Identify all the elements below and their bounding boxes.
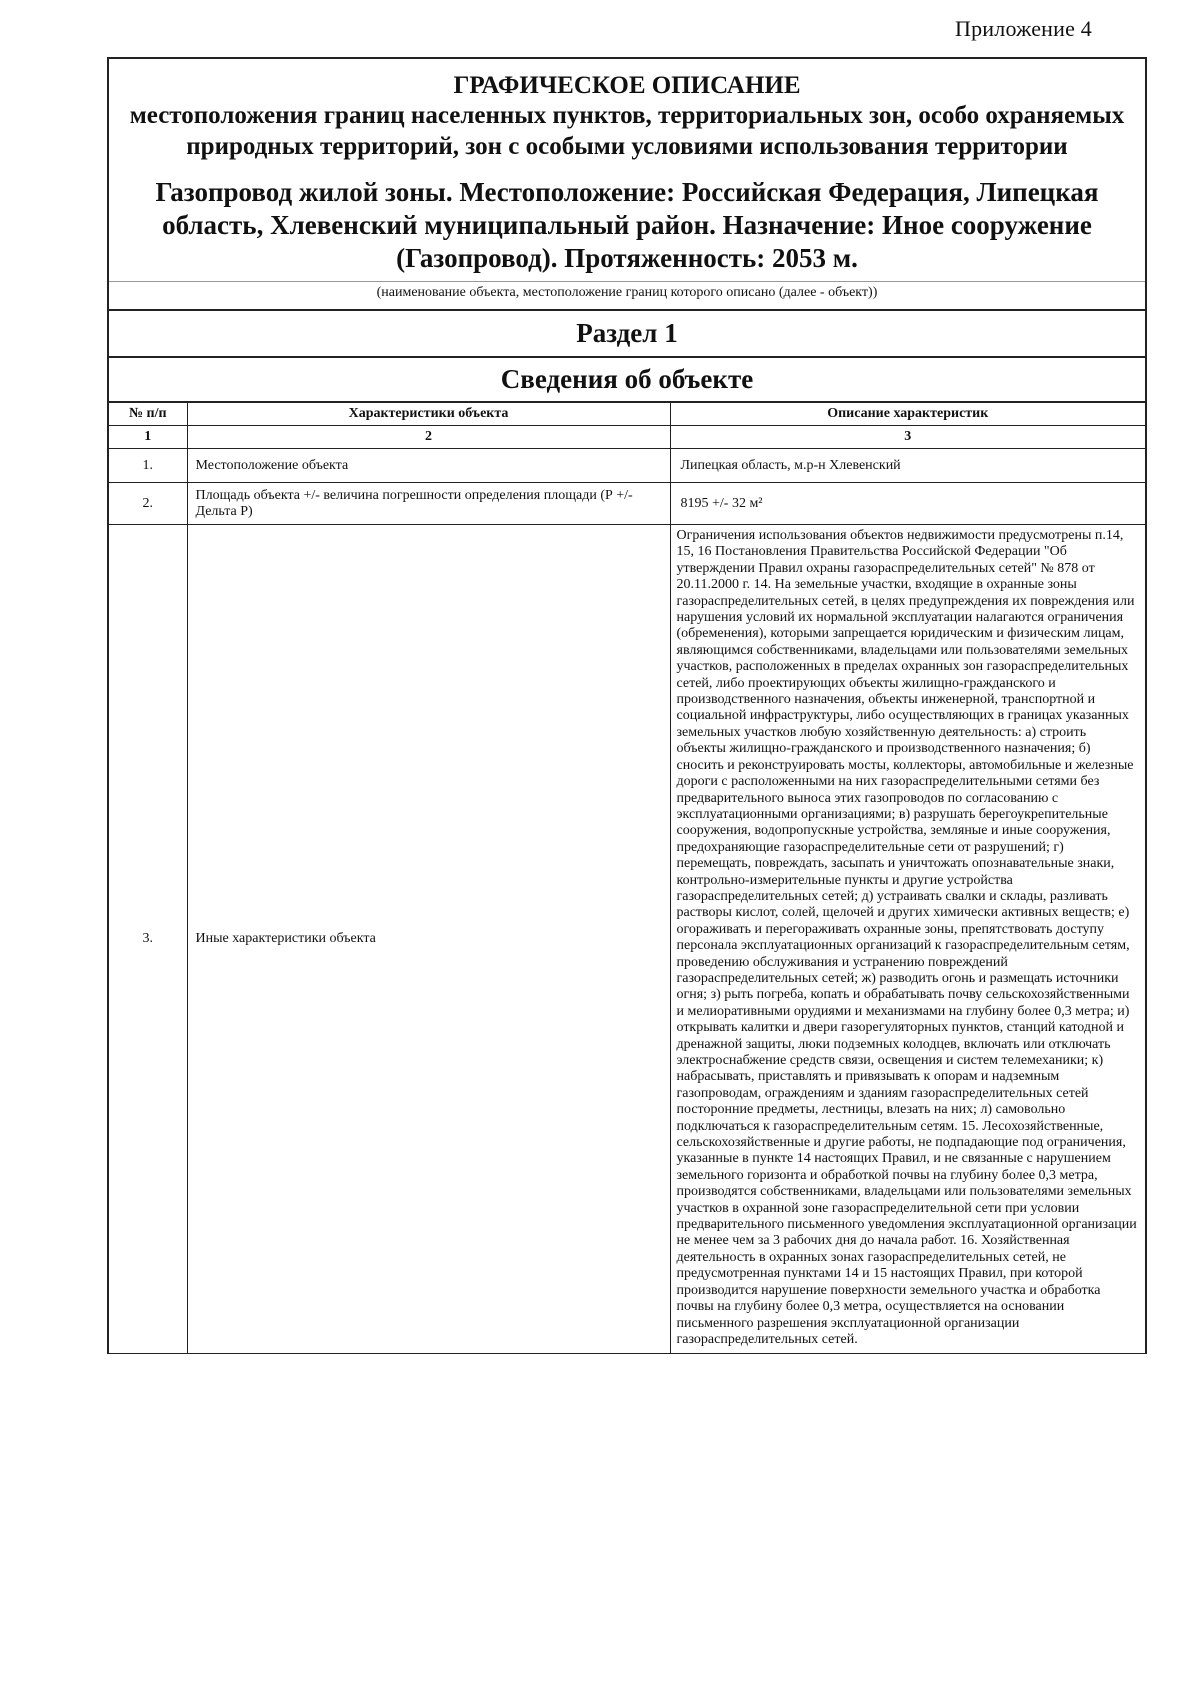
row-description: 8195 +/- 32 м² bbox=[670, 483, 1145, 525]
table-column-numbers-row bbox=[109, 426, 1145, 449]
document-title: ГРАФИЧЕСКОЕ ОПИСАНИЕ bbox=[453, 72, 801, 99]
column-number-1: 1 bbox=[109, 426, 187, 449]
row-number: 1. bbox=[109, 449, 187, 483]
row-characteristic: Площадь объекта +/- величина погрешности определения площади (Р +/- Дельта Р) bbox=[187, 483, 670, 525]
row-characteristic: Местоположение объекта bbox=[187, 449, 670, 483]
row-description: Липецкая область, м.р-н Хлевенский bbox=[670, 449, 1145, 483]
column-header-characteristic: Характеристики объекта bbox=[187, 402, 670, 426]
column-header-number: № п/п bbox=[109, 402, 187, 426]
row-description: Ограничения использования объектов недвижимости предусмотрены п.14, 15, 16 Постановления Правительства Российской Федерации "Об утверждении Правил охраны газораспределительных сетей" № 878 от 20.11.2000 г. 14. На земельные участки, входящие в охранные зоны газораспределительных сетей, в целях предупреждения их повреждения или нарушения условий их нормальной эксплуатации налагаются ограничения (обременения), которыми запрещается юридическим и физическим лицам, являющимся собственниками, владельцами или пользователями земельных участков, расположенных в пределах охранных зон газораспределительных сетей, либо проектирующих объекты жилищно-гражданского и производственного назначения, объекты инженерной, транспортной и социальной инфраструктуры, либо осуществляющих в границах указанных земельных участков любую хозяйственную деятельность: а) строить объекты жилищно-гражданского и производственного назначения; б) сносить и реконструировать мосты, коллекторы, автомобильные и железные дороги с расположенными на них газораспределительными сетями без предварительного выноса этих газопроводов по согласованию с эксплуатационными организациями; в) разрушать берегоукрепительные сооружения, водопропускные устройства, земляные и иные сооружения, предохраняющие газораспределительные сети от разрушений; г) перемещать, повреждать, засыпать и уничтожать опознавательные знаки, контрольно-измерительные пункты и другие устройства газораспределительных сетей; д) устраивать свалки и склады, разливать растворы кислот, солей, щелочей и других химически активных веществ; е) огораживать и перегораживать охранные зоны, препятствовать доступу персонала эксплуатационных организаций к газораспределительным сетям, проведению обслуживания и устранению повреждений газораспределительных сетей; ж) разводить огонь и размещать источники огня; з) рыть погреба, копать и обрабатывать почву сельскохозяйственными и мелиоративными орудиями и механизмами на глубину более 0,3 метра; и) открывать калитки и двери газорегуляторных пунктов, станций катодной и дренажной защиты, люки подземных колодцев, включать или отключать электроснабжение средств связи, освещения и систем телемеханики; к) набрасывать, приставлять и привязывать к опорам и надземным газопроводам, ограждениям и зданиям газораспределительных сетей посторонние предметы, лестницы, влезать на них; л) самовольно подключаться к газораспределительным сетям. 15. Лесохозяйственные, сельскохозяйственные и другие работы, не подпадающие под ограничения, указанные в пункте 14 настоящих Правил, и не связанные с нарушением земельного горизонта и обработкой почвы на глубину более 0,3 метра, производятся собственниками, владельцами или пользователями земельных участков в охранной зоне газораспределительной сети при условии предварительного письменного уведомления эксплуатационной организации не менее чем за 3 рабочих дня до начала работ. 16. Хозяйственная деятельность в охранных зонах газораспределительных сетей, не предусмотренная пунктами 14 и 15 настоящих Правил, при которой производится нарушение поверхности земельного участка и обработка почвы на глубину более 0,3 метра, осуществляется на основании письменного разрешения эксплуатационной организации газораспределительных сетей. bbox=[670, 525, 1145, 1354]
table-row bbox=[109, 483, 1145, 525]
appendix-label: Приложение 4 bbox=[955, 16, 1092, 41]
title-block bbox=[109, 59, 1145, 281]
table-row bbox=[109, 525, 1145, 1354]
column-number-2: 2 bbox=[187, 426, 670, 449]
column-number-3: 3 bbox=[670, 426, 1145, 449]
object-info-table bbox=[109, 401, 1145, 1354]
column-header-description: Описание характеристик bbox=[670, 402, 1145, 426]
row-characteristic: Иные характеристики объекта bbox=[187, 525, 670, 1354]
document-subtitle: местоположения границ населенных пунктов, территориальных зон, особо охраняемых природных территорий, зон с особыми условиями использования территории bbox=[129, 102, 1125, 160]
object-caption: (наименование объекта, местоположение границ которого описано (далее - объект)) bbox=[109, 281, 1145, 309]
row-number: 3. bbox=[109, 525, 187, 1354]
section-title: Раздел 1 bbox=[109, 309, 1145, 356]
section-subtitle: Сведения об объекте bbox=[109, 356, 1145, 401]
object-name: Газопровод жилой зоны. Местоположение: Российская Федерация, Липецкая область, Хлевенский муниципальный район. Назначение: Иное сооружение (Газопровод). Протяженность: 2053 м. bbox=[155, 177, 1099, 273]
document-frame bbox=[107, 57, 1147, 1354]
row-number: 2. bbox=[109, 483, 187, 525]
table-header-row bbox=[109, 402, 1145, 426]
table-row bbox=[109, 449, 1145, 483]
